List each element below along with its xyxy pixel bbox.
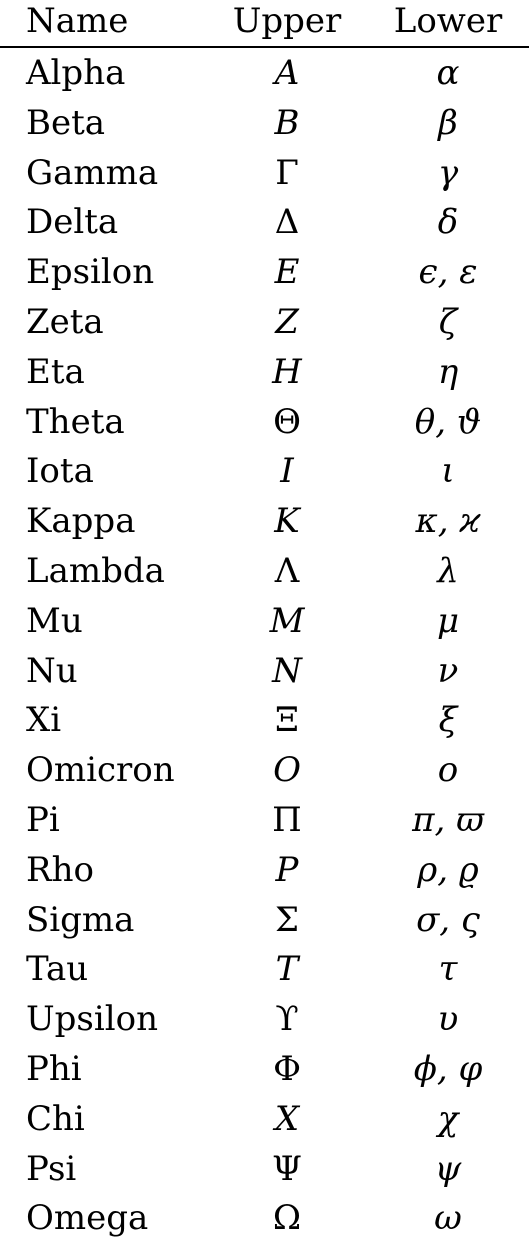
letter-name: Lambda (26, 550, 165, 591)
letter-upper: T (275, 949, 299, 990)
letter-lower: μ (436, 600, 460, 641)
letter-upper: M (269, 600, 305, 641)
letter-upper: Γ (275, 152, 299, 193)
letter-lower: o (437, 750, 459, 791)
header-rule (0, 46, 529, 48)
letter-lower: ξ (438, 700, 458, 741)
letter-name: Omicron (26, 750, 175, 791)
letter-lower: α (436, 53, 460, 93)
letter-name: Mu (26, 600, 83, 641)
table-row (0, 597, 529, 647)
letter-upper: Z (275, 301, 299, 342)
letter-lower: ψ (434, 1148, 462, 1189)
letter-name: Rho (26, 849, 94, 890)
letter-upper: Ψ (272, 1148, 302, 1189)
letter-lower: δ (437, 202, 459, 243)
table-row (0, 945, 529, 995)
table-row (0, 547, 529, 597)
letter-upper: Δ (274, 202, 300, 243)
table-row (0, 1145, 529, 1195)
letter-upper: Π (272, 799, 302, 840)
letter-upper: B (274, 102, 300, 143)
letter-name: Xi (26, 700, 62, 741)
header-name: Name (26, 1, 129, 41)
letter-upper: X (274, 1098, 300, 1139)
letter-lower: υ (437, 999, 459, 1040)
table-row (0, 696, 529, 746)
letter-lower: ι (441, 451, 455, 492)
table-header (0, 0, 529, 49)
letter-upper: Ξ (275, 700, 299, 741)
header-upper: Upper (232, 1, 342, 41)
letter-name: Kappa (26, 501, 136, 542)
letter-name: Beta (26, 102, 106, 143)
letter-lower: ω (434, 1198, 462, 1239)
letter-name: Upsilon (26, 999, 158, 1040)
letter-upper: Ω (272, 1198, 302, 1239)
letter-upper: N (272, 650, 302, 691)
table-row (0, 398, 529, 448)
table-row (0, 746, 529, 796)
table-row (0, 796, 529, 846)
letter-lower: λ (437, 550, 459, 591)
letter-lower: ρ, ϱ (417, 849, 479, 890)
table-row (0, 447, 529, 497)
letter-lower: κ, ϰ (415, 501, 481, 542)
letter-name: Iota (26, 451, 94, 492)
letter-lower: θ, ϑ (414, 401, 482, 442)
header-lower: Lower (393, 1, 503, 41)
table-row (0, 1095, 529, 1145)
table-row (0, 248, 529, 298)
letter-upper: O (273, 750, 301, 791)
letter-upper: H (272, 351, 302, 392)
letter-upper: K (274, 501, 300, 542)
letter-name: Gamma (26, 152, 159, 193)
letter-name: Chi (26, 1098, 85, 1139)
table-row (0, 1045, 529, 1095)
table-row (0, 298, 529, 348)
letter-lower: ζ (438, 301, 458, 342)
letter-upper: P (275, 849, 299, 890)
letter-upper: Λ (274, 550, 300, 591)
letter-name: Zeta (26, 301, 104, 342)
table-body (0, 49, 529, 1244)
table-row (0, 348, 529, 398)
table-row (0, 1194, 529, 1244)
letter-name: Theta (26, 401, 125, 442)
table-row (0, 198, 529, 248)
table-row (0, 497, 529, 547)
letter-lower: ν (437, 650, 459, 691)
letter-lower: σ, ς (416, 899, 480, 940)
table-row (0, 846, 529, 896)
table-row (0, 99, 529, 149)
letter-name: Psi (26, 1148, 77, 1189)
letter-name: Eta (26, 351, 85, 392)
letter-upper: Σ (274, 899, 300, 940)
letter-upper: A (274, 53, 300, 93)
letter-lower: τ (438, 949, 458, 990)
letter-lower: ϕ, φ (413, 1048, 483, 1089)
table-row (0, 647, 529, 697)
letter-name: Alpha (26, 53, 126, 93)
letter-name: Nu (26, 650, 78, 691)
letter-lower: β (438, 102, 458, 143)
table-row (0, 49, 529, 99)
table-row (0, 896, 529, 946)
letter-name: Phi (26, 1048, 82, 1089)
letter-lower: η (437, 351, 459, 392)
letter-lower: γ (437, 152, 459, 193)
letter-lower: χ (437, 1098, 459, 1139)
letter-upper: ϒ (275, 999, 299, 1040)
letter-upper: Φ (273, 1048, 301, 1089)
letter-name: Epsilon (26, 252, 155, 293)
letter-lower: ϵ, ε (418, 252, 478, 293)
letter-upper: Θ (273, 401, 301, 442)
letter-name: Delta (26, 202, 119, 243)
letter-name: Sigma (26, 899, 135, 940)
table-row (0, 149, 529, 199)
letter-name: Pi (26, 799, 60, 840)
letter-name: Tau (26, 949, 89, 990)
letter-upper: E (274, 252, 300, 293)
letter-upper: I (280, 451, 294, 492)
letter-name: Omega (26, 1198, 149, 1239)
letter-lower: π, ϖ (412, 799, 484, 840)
table-row (0, 995, 529, 1045)
